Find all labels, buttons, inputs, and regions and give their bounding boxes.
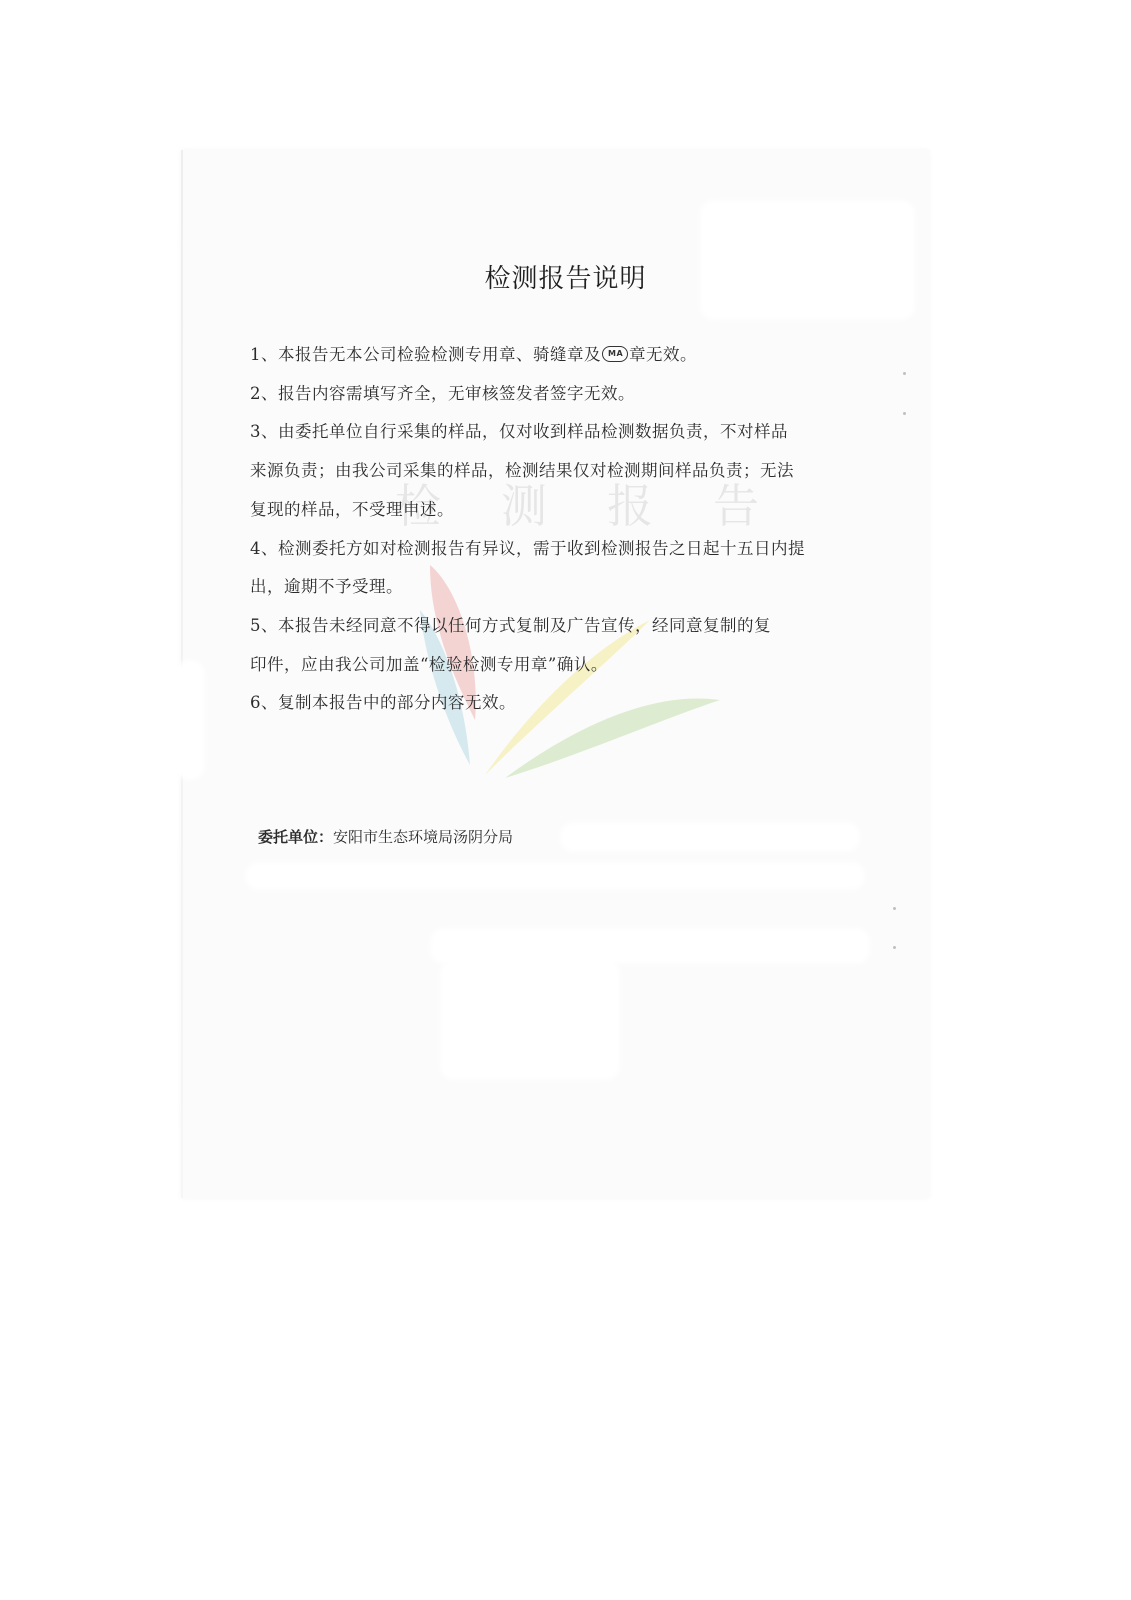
bleed-through-text: 检测报告 bbox=[395, 479, 819, 533]
note-item-4 bbox=[250, 530, 850, 607]
note-4-line-1: 4、检测委托方如对检测报告有异议，需于收到检测报告之日起十五日内提 bbox=[250, 538, 805, 558]
note-4-line-2: 出，逾期不予受理。 bbox=[250, 577, 403, 597]
note-3-line-2: 来源负责；由我公司采集的样品，检测结果仅对检测期间样品负责；无法 bbox=[250, 461, 794, 481]
note-item-6 bbox=[250, 684, 850, 723]
scan-speck bbox=[893, 946, 896, 949]
note-3-line-1: 3、由委托单位自行采集的样品，仅对收到样品检测数据负责，不对样品 bbox=[250, 422, 788, 442]
scan-speck bbox=[903, 412, 906, 415]
bleed-through-text bbox=[400, 795, 652, 815]
redaction-block bbox=[700, 200, 915, 320]
note-1-tail: 章无效。 bbox=[629, 345, 697, 364]
client-unit bbox=[258, 826, 513, 847]
client-label: 委托单位： bbox=[258, 828, 334, 846]
note-item-3 bbox=[250, 413, 850, 529]
note-item-5 bbox=[250, 607, 850, 684]
scan-speck bbox=[903, 372, 906, 375]
client-value: 安阳市生态环境局汤阴分局 bbox=[333, 828, 514, 846]
notes-list bbox=[250, 336, 850, 723]
note-item-1 bbox=[250, 336, 850, 375]
cma-mark-icon bbox=[602, 346, 628, 362]
note-2-line-1: 2、报告内容需填写齐全，无审核签发者签字无效。 bbox=[250, 383, 635, 403]
note-5-line-1: 5、本报告未经同意不得以任何方式复制及广告宣传，经同意复制的复 bbox=[250, 615, 771, 635]
note-3-line-3: 复现的样品，不受理申述。 bbox=[250, 499, 454, 519]
note-6-line-1: 6、复制本报告中的部分内容无效。 bbox=[250, 693, 516, 713]
redaction-block bbox=[175, 660, 205, 780]
scan-speck bbox=[893, 907, 896, 910]
redaction-block bbox=[430, 928, 870, 964]
redaction-block bbox=[245, 862, 865, 890]
redaction-block bbox=[560, 822, 860, 852]
note-1-text: 1、本报告无本公司检验检测专用章、骑缝章及 bbox=[250, 345, 601, 364]
note-item-2 bbox=[250, 375, 850, 414]
redaction-block bbox=[440, 960, 620, 1080]
page-title: 检测报告说明 bbox=[484, 264, 647, 294]
note-5-line-2: 印件，应由我公司加盖“检验检测专用章”确认。 bbox=[250, 654, 608, 674]
